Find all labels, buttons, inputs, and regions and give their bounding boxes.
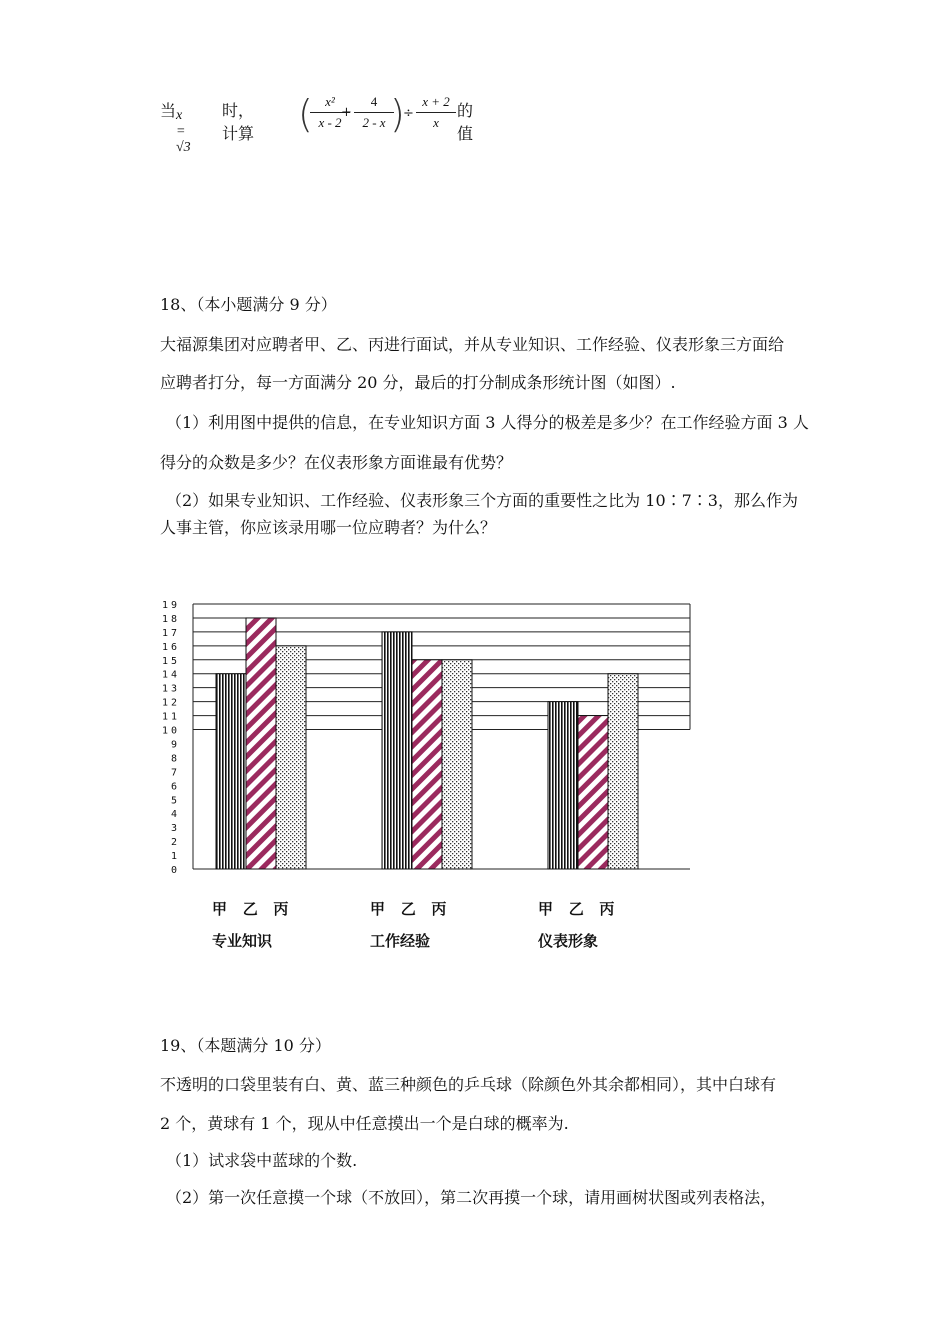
y-tick-label: 3: [170, 823, 180, 835]
q17-x-value: x = √3: [176, 108, 191, 155]
fraction-1-denominator: x - 2: [318, 115, 342, 130]
member-label-bing: 丙: [273, 900, 289, 918]
y-tick-label: 10: [161, 725, 180, 737]
y-tick-label: 15: [161, 655, 180, 667]
fraction-3-numerator: x + 2: [422, 94, 450, 109]
y-tick-label: 18: [161, 613, 180, 625]
y-tick-label: 14: [161, 669, 180, 681]
fraction-2-numerator: 4: [370, 94, 378, 109]
y-tick-label: 12: [161, 697, 180, 709]
fraction-3: [416, 92, 456, 133]
q18-header: 18、（本小题满分 9 分）: [160, 295, 337, 314]
q17-tail: 的值: [457, 101, 474, 143]
q18-sub2-line-2: 人事主管，你应该录用哪一位应聘者？为什么？: [160, 518, 497, 537]
fraction-2-denominator: 2 - x: [362, 115, 386, 130]
q18-line-2: 应聘者打分，每一方面满分 20 分，最后的打分制成条形统计图（如图）.: [160, 373, 676, 392]
member-label-yi: 乙: [242, 900, 258, 918]
bar-chart: [150, 595, 710, 885]
y-tick-label: 13: [161, 683, 180, 695]
fraction-3-denominator: x: [433, 115, 439, 130]
q18-line-1: 大福源集团对应聘者甲、乙、丙进行面试，并从专业知识、工作经验、仪表形象三方面给: [160, 335, 785, 354]
category-label-work-experience: 工作经验: [370, 932, 431, 950]
right-paren: ): [390, 92, 405, 136]
member-label-yi: 乙: [568, 900, 584, 918]
y-tick-label: 5: [170, 795, 180, 807]
fraction-2: [354, 92, 394, 133]
y-tick-label: 1: [170, 851, 180, 863]
q17-compute-label: 时，计算: [222, 101, 255, 143]
member-label-bing: 丙: [431, 900, 447, 918]
bar-甲-2: [548, 702, 578, 869]
y-tick-label: 19: [161, 600, 180, 611]
q18-sub1-line-1: （1）利用图中提供的信息，在专业知识方面 3 人得分的极差是多少？在工作经验方面 3 人: [166, 413, 809, 432]
divide-sign: ÷: [403, 106, 414, 121]
q19-header: 19、（本题满分 10 分）: [160, 1036, 331, 1055]
bar-丙-2: [608, 674, 638, 869]
y-tick-label: 7: [170, 767, 180, 779]
bar-乙-0: [246, 618, 276, 869]
member-label-yi: 乙: [400, 900, 416, 918]
y-tick-label: 2: [170, 837, 180, 849]
y-tick-label: 0: [170, 865, 180, 876]
category-label-professional-knowledge: 专业知识: [212, 932, 273, 950]
q19-line-1: 不透明的口袋里装有白、黄、蓝三种颜色的乒乓球（除颜色外其余都相同），其中白球有: [160, 1075, 777, 1094]
y-tick-label: 6: [170, 781, 180, 793]
q17-when: 当: [160, 101, 177, 120]
q18-sub2-line-1: （2）如果专业知识、工作经验、仪表形象三个方面的重要性之比为 10∶7∶3，那么作为: [166, 491, 798, 510]
q19-sub1: （1）试求袋中蓝球的个数.: [166, 1151, 358, 1170]
bar-乙-1: [412, 660, 442, 869]
bar-甲-1: [382, 632, 412, 869]
member-label-bing: 丙: [599, 900, 615, 918]
member-label-jia: 甲: [538, 900, 554, 918]
y-tick-label: 4: [170, 809, 180, 821]
q19-line-2: 2 个，黄球有 1 个，现从中任意摸出一个是白球的概率为.: [160, 1114, 569, 1133]
y-tick-label: 11: [161, 711, 180, 723]
group-members-2: [370, 898, 446, 919]
category-label-appearance: 仪表形象: [538, 932, 599, 950]
fraction-1-numerator: x²: [325, 94, 335, 109]
member-label-jia: 甲: [212, 900, 228, 918]
left-paren: (: [298, 92, 313, 136]
group-members-1: [212, 898, 288, 919]
group-members-3: [538, 898, 614, 919]
q19-sub2: （2）第一次任意摸一个球（不放回），第二次再摸一个球，请用画树状图或列表格法，: [166, 1188, 777, 1207]
bar-乙-2: [578, 716, 608, 869]
y-tick-label: 9: [170, 739, 180, 751]
member-label-jia: 甲: [370, 900, 386, 918]
bar-甲-0: [216, 674, 246, 869]
bar-丙-0: [276, 646, 306, 869]
plus-sign: +: [341, 105, 352, 120]
bar-丙-1: [442, 660, 472, 869]
y-tick-label: 16: [161, 641, 180, 653]
y-tick-label: 8: [170, 753, 180, 765]
q18-sub1-line-2: 得分的众数是多少？在仪表形象方面谁最有优势？: [160, 453, 513, 472]
y-tick-label: 17: [161, 627, 180, 639]
